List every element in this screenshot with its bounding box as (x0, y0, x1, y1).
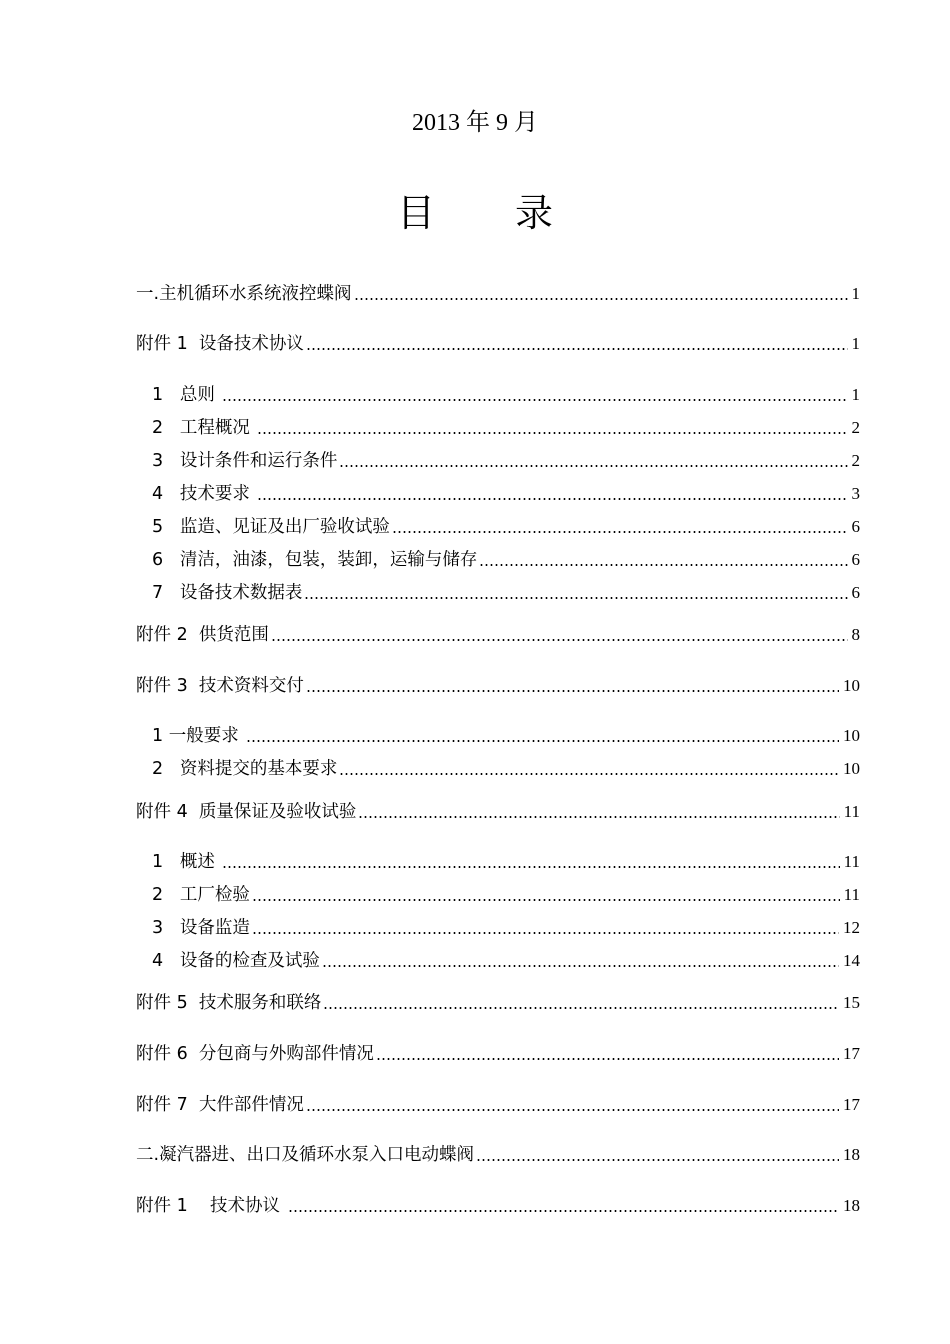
toc-dot-leader (323, 1007, 839, 1009)
toc-subentry[interactable] (152, 480, 860, 506)
toc-entry[interactable] (136, 1040, 860, 1066)
toc-page-number: 6 (851, 583, 860, 602)
toc-page-number: 1 (851, 385, 860, 404)
toc-dot-leader (339, 773, 839, 775)
toc-dot-leader (271, 639, 848, 641)
toc-subentry[interactable] (152, 881, 860, 907)
toc-subentry[interactable] (152, 414, 860, 440)
toc-entry-label: 1 一般要求 (152, 726, 245, 746)
toc-dot-leader (257, 498, 847, 500)
toc-page-number: 10 (843, 759, 860, 778)
toc-entry-label: 附件 4 质量保证及验收试验 (136, 802, 357, 822)
toc-title-left-char: 目 (396, 191, 435, 235)
toc-page-number: 6 (851, 517, 860, 536)
toc-entry[interactable] (136, 621, 860, 647)
toc-page-number: 15 (843, 993, 860, 1012)
toc-dot-leader (222, 866, 839, 868)
toc-entry-label: 附件 3 技术资料交付 (136, 676, 304, 696)
toc-entry[interactable] (136, 280, 860, 306)
toc-dot-leader (376, 1058, 839, 1060)
toc-dot-leader (222, 399, 847, 401)
toc-entry[interactable] (136, 330, 860, 356)
toc-page-number: 6 (851, 550, 860, 569)
toc-entry-label: 6 清洁，油漆，包装，装卸，运输与储存 (152, 550, 478, 570)
toc-subentry[interactable] (152, 755, 860, 781)
toc-dot-leader (322, 965, 839, 967)
toc-entry-label: 1 概述 (152, 852, 221, 872)
toc-entry-label: 二.凝汽器进、出口及循环水泵入口电动蝶阀 (136, 1145, 475, 1165)
toc-subentry[interactable] (152, 914, 860, 940)
toc-dot-leader (479, 564, 847, 566)
toc-subentry[interactable] (152, 722, 860, 748)
toc-page-number: 18 (843, 1145, 860, 1164)
toc-page-number: 17 (843, 1095, 860, 1114)
toc-dot-leader (252, 932, 839, 934)
toc-subentry[interactable] (152, 546, 860, 572)
toc-entry[interactable] (136, 1091, 860, 1117)
toc-dot-leader (476, 1159, 839, 1161)
toc-entry-label: 2 工程概况 (152, 418, 256, 438)
toc-dot-leader (252, 899, 840, 901)
toc-page-number: 10 (843, 676, 860, 695)
toc-entry-label: 附件 1 设备技术协议 (136, 334, 304, 354)
toc-subentry[interactable] (152, 947, 860, 973)
toc-entry-label: 附件 2 供货范围 (136, 625, 269, 645)
toc-entry-label: 2 工厂检验 (152, 885, 250, 905)
toc-entry-label: 5 监造、见证及出厂验收试验 (152, 517, 390, 537)
toc-page-number: 10 (843, 726, 860, 745)
toc-entry[interactable] (136, 1192, 860, 1218)
toc-dot-leader (358, 816, 839, 818)
toc-entry[interactable] (136, 1141, 860, 1167)
toc-page-number: 17 (843, 1044, 860, 1063)
toc-subentry[interactable] (152, 848, 860, 874)
toc-dot-leader (288, 1210, 839, 1212)
toc-page-number: 18 (843, 1196, 860, 1215)
toc-dot-leader (306, 1109, 839, 1111)
toc-page-number: 12 (843, 918, 860, 937)
toc-entry[interactable] (136, 798, 860, 824)
toc-subentry[interactable] (152, 447, 860, 473)
toc-entry-label: 附件 6 分包商与外购部件情况 (136, 1044, 374, 1064)
toc-entry-label: 7 设备技术数据表 (152, 583, 303, 603)
toc-entry-label: 4 技术要求 (152, 484, 256, 504)
toc-dot-leader (306, 348, 848, 350)
toc-subentry[interactable] (152, 579, 860, 605)
toc-dot-leader (304, 597, 847, 599)
toc-page-number: 2 (851, 418, 860, 437)
toc-entry[interactable] (136, 989, 860, 1015)
toc-dot-leader (339, 465, 847, 467)
toc-page-number: 2 (851, 451, 860, 470)
toc-page-number: 8 (851, 625, 860, 644)
toc-title-right-char: 录 (515, 191, 554, 235)
toc-entry-label: 3 设计条件和运行条件 (152, 451, 338, 471)
toc-page-number: 11 (843, 885, 860, 904)
toc-dot-leader (354, 298, 848, 300)
toc-page-number: 11 (843, 802, 860, 821)
toc-entry-label: 1 总则 (152, 385, 221, 405)
toc-subentry[interactable] (152, 513, 860, 539)
toc-dot-leader (257, 432, 847, 434)
toc-dot-leader (246, 740, 839, 742)
toc-entry-label: 一.主机循环水系统液控蝶阀 (136, 284, 352, 304)
toc-page-number: 11 (843, 852, 860, 871)
toc-page-number: 1 (851, 284, 860, 303)
toc-page-number: 3 (851, 484, 860, 503)
toc-dot-leader (306, 690, 839, 692)
toc-entry-label: 2 资料提交的基本要求 (152, 759, 338, 779)
toc-entry[interactable] (136, 672, 860, 698)
toc-subentry[interactable] (152, 381, 860, 407)
toc-page-number: 1 (851, 334, 860, 353)
toc-page-number: 14 (843, 951, 860, 970)
toc-entry-label: 附件 7 大件部件情况 (136, 1095, 304, 1115)
toc-entry-label: 3 设备监造 (152, 918, 250, 938)
toc-dot-leader (392, 531, 848, 533)
toc-entry-label: 附件 1 技术协议 (136, 1196, 286, 1216)
toc-entry-label: 4 设备的检查及试验 (152, 951, 320, 971)
toc-entry-label: 附件 5 技术服务和联络 (136, 993, 322, 1013)
document-date: 2013 年 9 月 (412, 110, 538, 136)
